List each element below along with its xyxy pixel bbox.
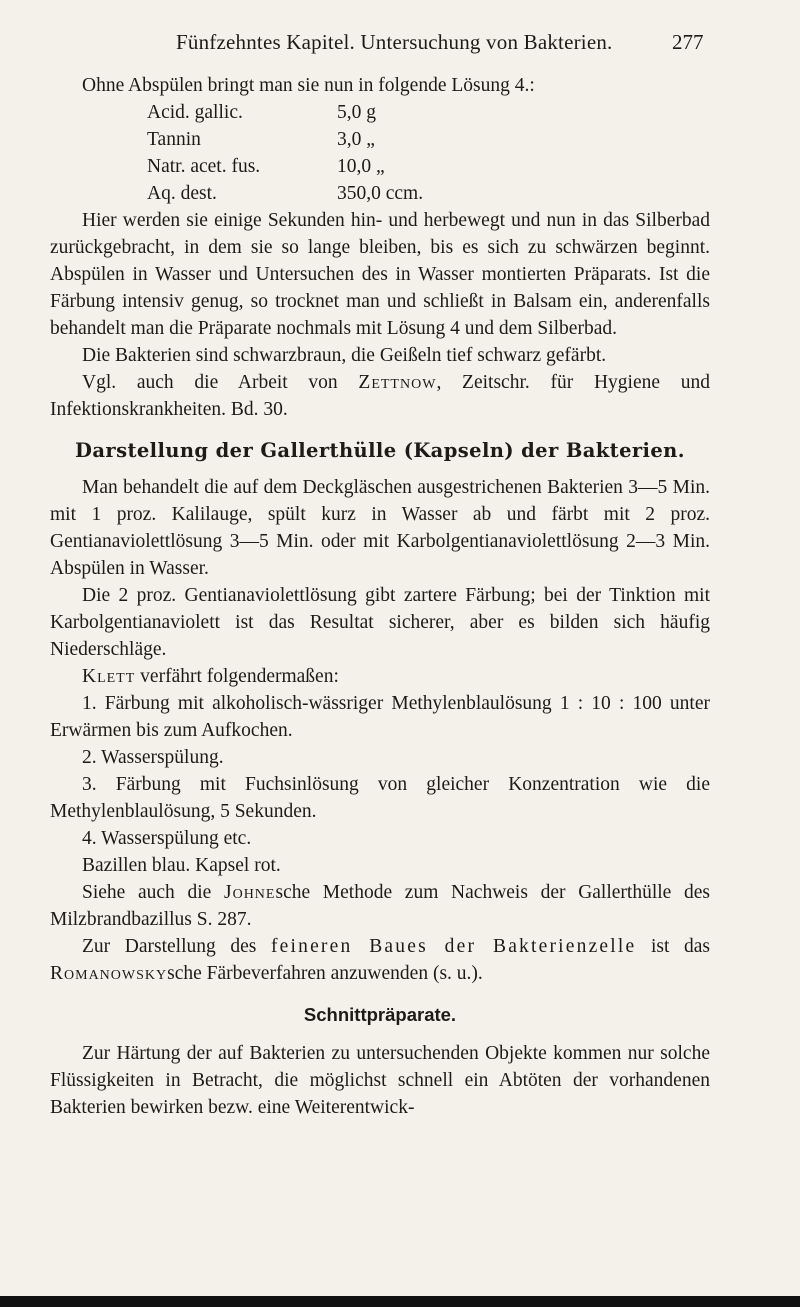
step-item: 3. Färbung mit Fuchsinlösung von gleicher Konzentration wie die Methylenblaulösung, 5 Sekunden. xyxy=(50,774,710,822)
paragraph: Ohne Abspülen bringt man sie nun in folgende Lösung 4.: xyxy=(82,75,535,96)
recipe-row xyxy=(147,99,710,126)
recipe-amount: 350,0 ccm. xyxy=(337,183,424,204)
paragraph xyxy=(50,663,710,690)
author-name: Johne xyxy=(224,882,276,903)
text-run: Siehe auch die xyxy=(82,882,212,903)
emphasis-text: feineren Baues der Bakterienzelle xyxy=(270,936,637,957)
text-run: Vgl. auch die Arbeit von xyxy=(82,372,338,393)
paragraph xyxy=(50,879,710,933)
recipe-amount: 3,0 „ xyxy=(337,129,375,150)
step-item: 4. Wasserspülung etc. xyxy=(82,828,252,849)
recipe-row xyxy=(147,126,710,153)
text-run: sche Färbeverfahren anzuwenden (s. u.). xyxy=(167,963,483,984)
paragraph: Hier werden sie einige Sekunden hin- und herbewegt und nun in das Silberbad zurückgebracht, in dem sie so lange bleiben, bis es sich zu schwärzen beginnt. Abspülen in Wasser und Untersuchen des in Wasser montierten Präparats. Ist die Färbung intensiv genug, so trocknet man und schließt in Balsam ein, anderenfalls behandelt man die Präparate nochmals mit Lösung 4 und dem Silberbad. xyxy=(50,210,710,339)
page-body xyxy=(50,72,710,1121)
scan-edge-bar xyxy=(0,1296,800,1307)
paragraph: Zur Härtung der auf Bakterien zu untersuchenden Objekte kommen nur solche Flüssigkeiten in Betracht, die möglichst schnell ein Abtöten der vorhandenen Bakterien bewirken bezw. eine Weiterentwick- xyxy=(50,1043,710,1118)
recipe-amount: 5,0 g xyxy=(337,102,376,123)
paragraph xyxy=(50,369,710,423)
paragraph: Die Bakterien sind schwarzbraun, die Geißeln tief schwarz gefärbt. xyxy=(82,345,607,366)
step-item: 1. Färbung mit alkoholisch-wässriger Methylenblaulösung 1 : 10 : 100 unter Erwärmen bis zum Aufkochen. xyxy=(50,693,710,741)
paragraph: Bazillen blau. Kapsel rot. xyxy=(82,855,281,876)
author-name: Klett xyxy=(82,666,136,687)
recipe-ingredient: Aq. dest. xyxy=(147,183,217,204)
text-run: verfährt folgendermaßen: xyxy=(135,666,339,687)
recipe-amount: 10,0 „ xyxy=(337,156,385,177)
text-run: ist das xyxy=(651,936,711,957)
text-run: Zur Darstellung des xyxy=(82,936,257,957)
recipe-row xyxy=(147,153,710,180)
author-name: Zettnow xyxy=(358,372,437,393)
running-header xyxy=(0,30,800,70)
recipe-ingredient: Acid. gallic. xyxy=(147,102,243,123)
paragraph xyxy=(50,933,710,987)
paragraph: Man behandelt die auf dem Deckgläschen ausgestrichenen Bakterien 3—5 Min. mit 1 proz. Kalilauge, spült kurz in Wasser ab und färbt mit 2 proz. Gentianaviolettlösung 3—5 Min. oder mit Karbolgentianaviolettlösung 2—3 Min. Abspülen in Wasser. xyxy=(50,477,710,579)
recipe-ingredient: Natr. acet. fus. xyxy=(147,156,261,177)
text-run: sche Methode zum Nachweis der Gallerthülle des Milzbrandbazillus S. 287. xyxy=(50,882,710,930)
author-name: Romanowsky xyxy=(50,963,168,984)
recipe-ingredient: Tannin xyxy=(147,129,201,150)
step-item: 2. Wasserspülung. xyxy=(82,747,224,768)
recipe-row xyxy=(147,180,710,207)
recipe-list xyxy=(147,99,710,207)
page-number: 277 xyxy=(672,30,704,54)
text-run: , Zeitschr. für Hygiene und Infektionskrankheiten. Bd. 30. xyxy=(50,372,710,420)
section-heading: Schnittpräparate. xyxy=(303,1004,457,1025)
paragraph: Die 2 proz. Gentianaviolettlösung gibt zartere Färbung; bei der Tinktion mit Karbolgentianaviolett ist das Resultat sicherer, aber es bilden sich häufig Niederschläge. xyxy=(50,585,710,660)
chapter-title: Fünfzehntes Kapitel. Untersuchung von Bakterien. xyxy=(176,30,613,54)
section-heading: Darstellung der Gallerthülle (Kapseln) der Bakterien. xyxy=(75,439,685,462)
